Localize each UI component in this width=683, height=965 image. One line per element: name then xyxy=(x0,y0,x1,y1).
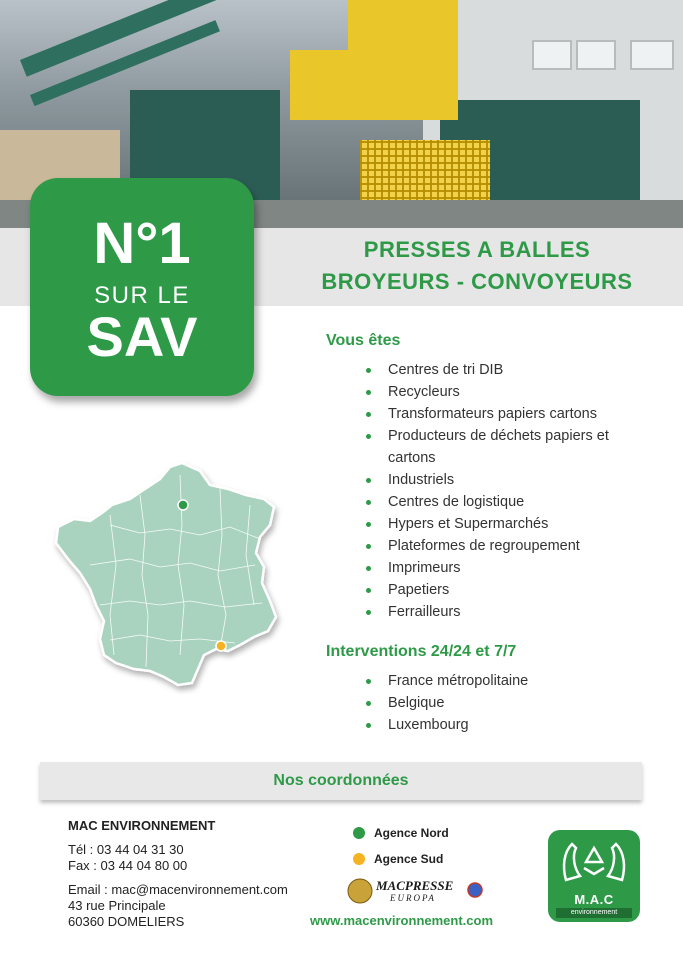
macpresse-europa-logo xyxy=(346,876,486,906)
list-item: Imprimeurs xyxy=(362,557,662,579)
fax: Fax : 03 44 04 80 00 xyxy=(68,858,188,873)
list-item: Centres de logistique xyxy=(362,491,662,513)
logo-name: M.A.C xyxy=(574,892,614,907)
address-line-2: 60360 DOMELIERS xyxy=(68,914,185,929)
badge-no1: N°1 xyxy=(93,211,191,276)
list-item: Ferrailleurs xyxy=(362,601,662,623)
website-link[interactable]: www.macenvironnement.com xyxy=(310,913,494,928)
recycle-hands-icon xyxy=(548,830,640,892)
list-item: Papetiers xyxy=(362,579,662,601)
legend-nord-label: Agence Nord xyxy=(374,826,449,840)
list-item: Belgique xyxy=(362,692,662,714)
orange-dot-icon xyxy=(353,853,365,865)
address-line-1: 43 rue Principale xyxy=(68,898,166,913)
list-item: Producteurs de déchets papiers et cartons xyxy=(362,425,642,469)
company-name: MAC ENVIRONNEMENT xyxy=(68,818,216,833)
legend-sud-label: Agence Sud xyxy=(374,852,444,866)
list-item: Industriels xyxy=(362,469,662,491)
agence-nord-marker xyxy=(178,500,188,510)
list-item: Plateformes de regroupement xyxy=(362,535,662,557)
audience-list xyxy=(362,359,662,623)
mac-environnement-logo xyxy=(548,830,640,922)
list-item: France métropolitaine xyxy=(362,670,662,692)
badge-sav: SAV xyxy=(86,305,198,368)
green-dot-icon xyxy=(353,827,365,839)
headline-line-1: PRESSES A BALLES xyxy=(363,237,591,262)
no1-sav-badge xyxy=(30,178,254,396)
list-item: Luxembourg xyxy=(362,714,662,736)
legend-nord xyxy=(353,820,449,846)
email[interactable]: Email : mac@macenvironnement.com xyxy=(68,882,288,897)
contact-block xyxy=(68,818,288,930)
list-item: Centres de tri DIB xyxy=(362,359,662,381)
interventions-title: Interventions 24/24 et 7/7 xyxy=(326,643,517,660)
france-map xyxy=(50,455,300,695)
list-item: Hypers et Supermarchés xyxy=(362,513,662,535)
headline-line-2: BROYEURS - CONVOYEURS xyxy=(321,269,633,294)
interventions-list xyxy=(362,670,662,736)
list-item: Recycleurs xyxy=(362,381,662,403)
list-item: Transformateurs papiers cartons xyxy=(362,403,662,425)
audience-title: Vous êtes xyxy=(326,332,401,349)
legend-sud xyxy=(353,846,449,872)
headline xyxy=(292,234,662,298)
france-shape xyxy=(56,463,276,685)
coordinates-title: Nos coordonnées xyxy=(273,772,409,789)
badge-sur-le: SUR LE xyxy=(94,282,190,309)
agence-sud-marker xyxy=(216,641,226,651)
partner-name: MACPRESSE xyxy=(376,878,454,893)
phone: Tél : 03 44 04 31 30 xyxy=(68,842,184,857)
logo-sub: environnement xyxy=(556,908,632,918)
agency-legend xyxy=(353,820,449,872)
coordinates-bar xyxy=(40,762,642,800)
partner-sub: EUROPA xyxy=(390,893,436,903)
